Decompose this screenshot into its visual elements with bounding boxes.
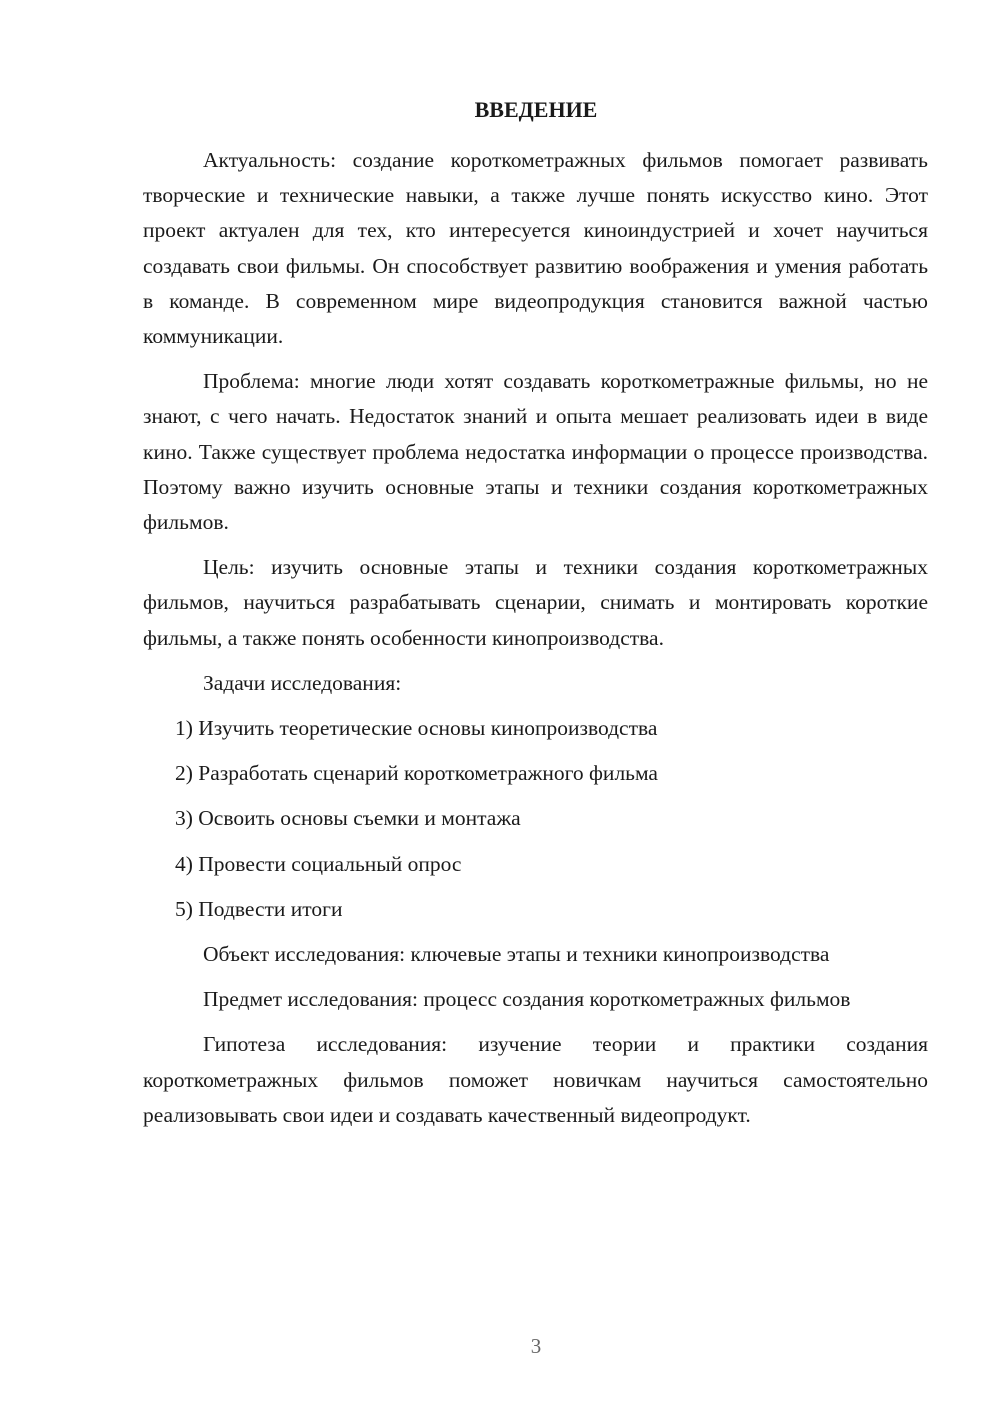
list-item: 4) Провести социальный опрос: [175, 851, 462, 876]
tasks-heading: Задачи исследования:: [203, 670, 402, 695]
document-body: [143, 143, 928, 1143]
subject-paragraph: Предмет исследования: процесс создания короткометражных фильмов: [203, 987, 851, 1012]
list-item: 5) Подвести итоги: [175, 896, 343, 921]
goal-paragraph: Цель: изучить основные этапы и техники создания короткометражных фильмов, научиться разрабатывать сценарии, снимать и монтировать короткие фильмы, а также понять особенности кинопроизводства.: [143, 555, 928, 650]
list-item: 1) Изучить теоретические основы кинопроизводства: [175, 716, 658, 741]
problem-paragraph: Проблема: многие люди хотят создавать короткометражные фильмы, но не знают, с чего начать. Недостаток знаний и опыта мешает реализовать идеи в виде кино. Также существует проблема недостатка информации о процессе производства. Поэтому важно изучить основные этапы и техники создания короткометражных фильмов.: [143, 369, 928, 535]
tasks-list: [143, 711, 928, 927]
relevance-paragraph: Актуальность: создание короткометражных фильмов помогает развивать творческие и технические навыки, а также лучше понять искусство кино. Этот проект актуален для тех, кто интересуется киноиндустрией и хочет научиться создавать свои фильмы. Он способствует развитию воображения и умения работать в команде. В современном мире видеопродукция становится важной частью коммуникации.: [143, 148, 928, 349]
page-number: 3: [530, 1334, 542, 1358]
hypothesis-paragraph: Гипотеза исследования: изучение теории и практики создания короткометражных фильмов поможет новичкам научиться самостоятельно реализовывать свои идеи и создавать качественный видеопродукт.: [143, 1032, 928, 1127]
object-paragraph: Объект исследования: ключевые этапы и техники кинопроизводства: [203, 942, 830, 967]
list-item: 3) Освоить основы съемки и монтажа: [175, 806, 521, 831]
page-title: ВВЕДЕНИЕ: [474, 97, 598, 122]
list-item: 2) Разработать сценарий короткометражного фильма: [175, 761, 658, 786]
